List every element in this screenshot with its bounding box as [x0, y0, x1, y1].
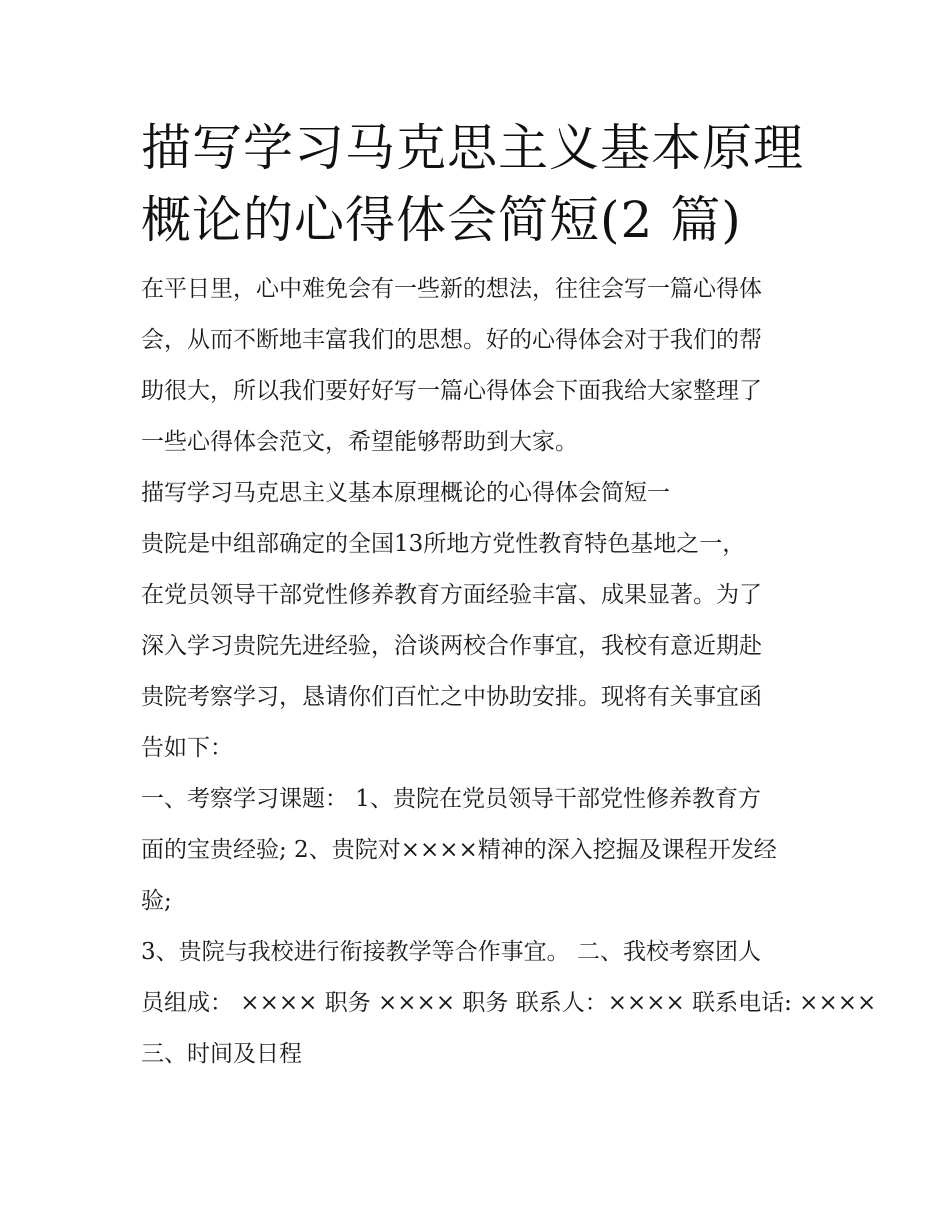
letter-paragraph	[141, 519, 821, 774]
text-line: 一些心得体会范文，希望能够帮助到大家。	[141, 429, 578, 455]
study-topics-paragraph	[141, 774, 821, 927]
text-line: 描写学习马克思主义基本原理概论的心得体会简短一	[141, 480, 670, 506]
text-line: 验;	[141, 888, 172, 914]
text-line: 告如下：	[141, 735, 233, 761]
delegation-paragraph	[141, 927, 877, 1080]
document-title	[141, 112, 821, 256]
text-line: 面的宝贵经验; 2、贵院对××××精神的深入挖掘及课程开发经	[141, 837, 777, 863]
document-body	[141, 264, 877, 1080]
document-page	[141, 112, 877, 1080]
text-line: 3、贵院与我校进行衔接教学等合作事宜。 二、我校考察团人	[141, 939, 761, 965]
text-line: 助很大，所以我们要好好写一篇心得体会下面我给大家整理了	[141, 378, 762, 404]
text-line: 三、时间及日程	[141, 1041, 302, 1067]
text-line: 在平日里，心中难免会有一些新的想法，往往会写一篇心得体	[141, 276, 762, 302]
text-line: 贵院是中组部确定的全国13所地方党性教育特色基地之一，	[141, 531, 746, 557]
intro-paragraph	[141, 264, 821, 468]
text-line: 在党员领导干部党性修养教育方面经验丰富、成果显著。为了	[141, 582, 762, 608]
text-line: 深入学习贵院先进经验，洽谈两校合作事宜，我校有意近期赴	[141, 633, 762, 659]
text-line: 会，从而不断地丰富我们的思想。好的心得体会对于我们的帮	[141, 327, 762, 353]
text-line: 一、考察学习课题： 1、贵院在党员领导干部党性修养教育方	[141, 786, 761, 812]
text-line: 员组成： ×××× 职务 ×××× 职务 联系人：×××× 联系电话: ××××	[141, 990, 877, 1016]
title-line-2: 概论的心得体会简短(2 篇)	[141, 191, 742, 249]
title-line-1: 描写学习马克思主义基本原理	[141, 119, 804, 177]
section-heading	[141, 468, 821, 519]
text-line: 贵院考察学习，恳请你们百忙之中协助安排。现将有关事宜函	[141, 684, 762, 710]
